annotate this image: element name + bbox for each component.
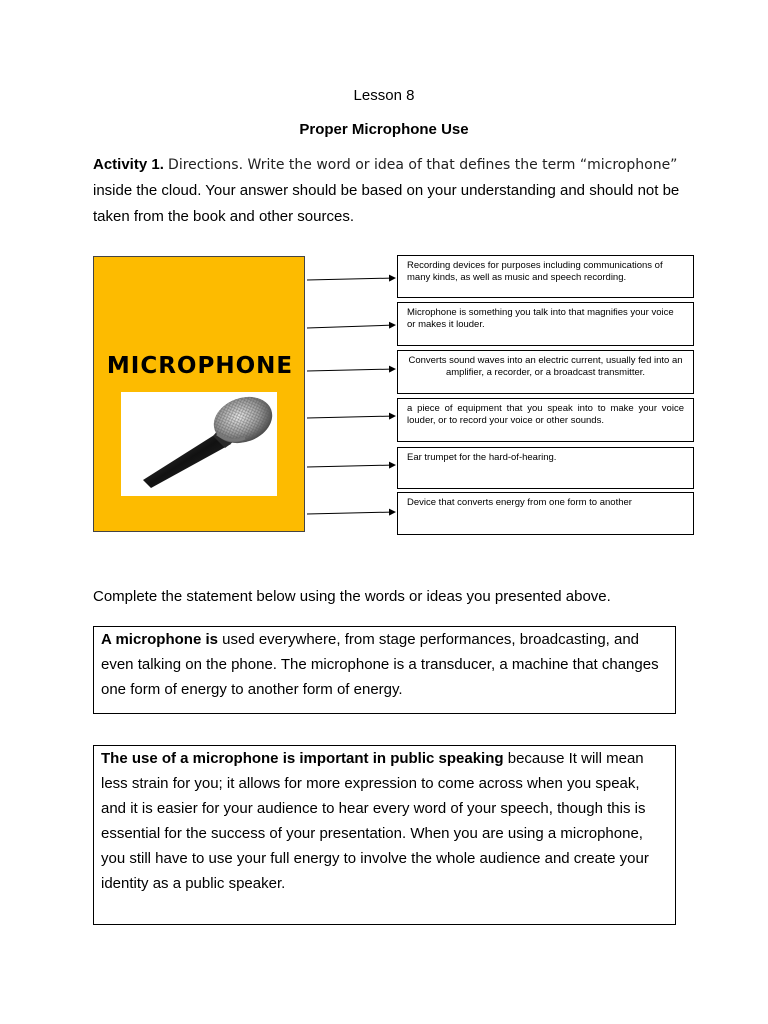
directions-text: Directions. Write the word or idea of that defines the term “microphone” xyxy=(168,157,678,173)
definition-box: a piece of equipment that you speak into to make your voice louder, or to record your voice or other sounds. xyxy=(397,398,694,442)
directions-continuation: inside the cloud. Your answer should be based on your understanding and should not be taken from the book and other sources. xyxy=(93,182,680,225)
arrow xyxy=(307,325,395,328)
activity-directions xyxy=(93,152,693,230)
statement-box xyxy=(93,745,676,925)
microphone-poster xyxy=(93,256,305,532)
microphone-image xyxy=(121,392,277,496)
poster-title: MICROPHONE xyxy=(106,353,294,379)
definition-box: Recording devices for purposes including communications of many kinds, as well as music and speech recording. xyxy=(397,255,694,298)
statement-text: used everywhere, from stage performances, broadcasting, and even talking on the phone. The microphone is a transducer, a machine that changes one form of energy to another form of energy. xyxy=(101,631,659,698)
statement-box xyxy=(93,626,676,714)
page-title: Proper Microphone Use xyxy=(299,121,469,138)
arrows xyxy=(305,256,397,516)
definition-box: Converts sound waves into an electric current, usually fed into an amplifier, a recorder, or a broadcast transmitter. xyxy=(397,350,694,394)
definition-box: Ear trumpet for the hard-of-hearing. xyxy=(397,447,694,489)
arrow xyxy=(307,369,395,371)
statement-lead: The use of a microphone is important in public speaking xyxy=(101,750,504,767)
lesson-number: Lesson 8 xyxy=(353,87,415,104)
arrow xyxy=(307,416,395,418)
statement-text: because It will mean less strain for you; it allows for more expression to come across when you speak, and it is easier for your audience to hear every word of your speech, though this is essential for the success of your presentation. When you are using a microphone, you still have to use your full energy to involve the whole audience and create your identity as a public speaker. xyxy=(101,750,649,892)
arrow xyxy=(307,465,395,467)
arrow xyxy=(307,278,395,280)
definition-box: Microphone is something you talk into that magnifies your voice or makes it louder. xyxy=(397,302,694,346)
instruction-text: Complete the statement below using the words or ideas you presented above. xyxy=(93,588,611,605)
arrow xyxy=(307,512,395,514)
definition-box: Device that converts energy from one form to another xyxy=(397,492,694,535)
activity-label: Activity 1. xyxy=(93,156,164,173)
statement-lead: A microphone is xyxy=(101,631,218,648)
